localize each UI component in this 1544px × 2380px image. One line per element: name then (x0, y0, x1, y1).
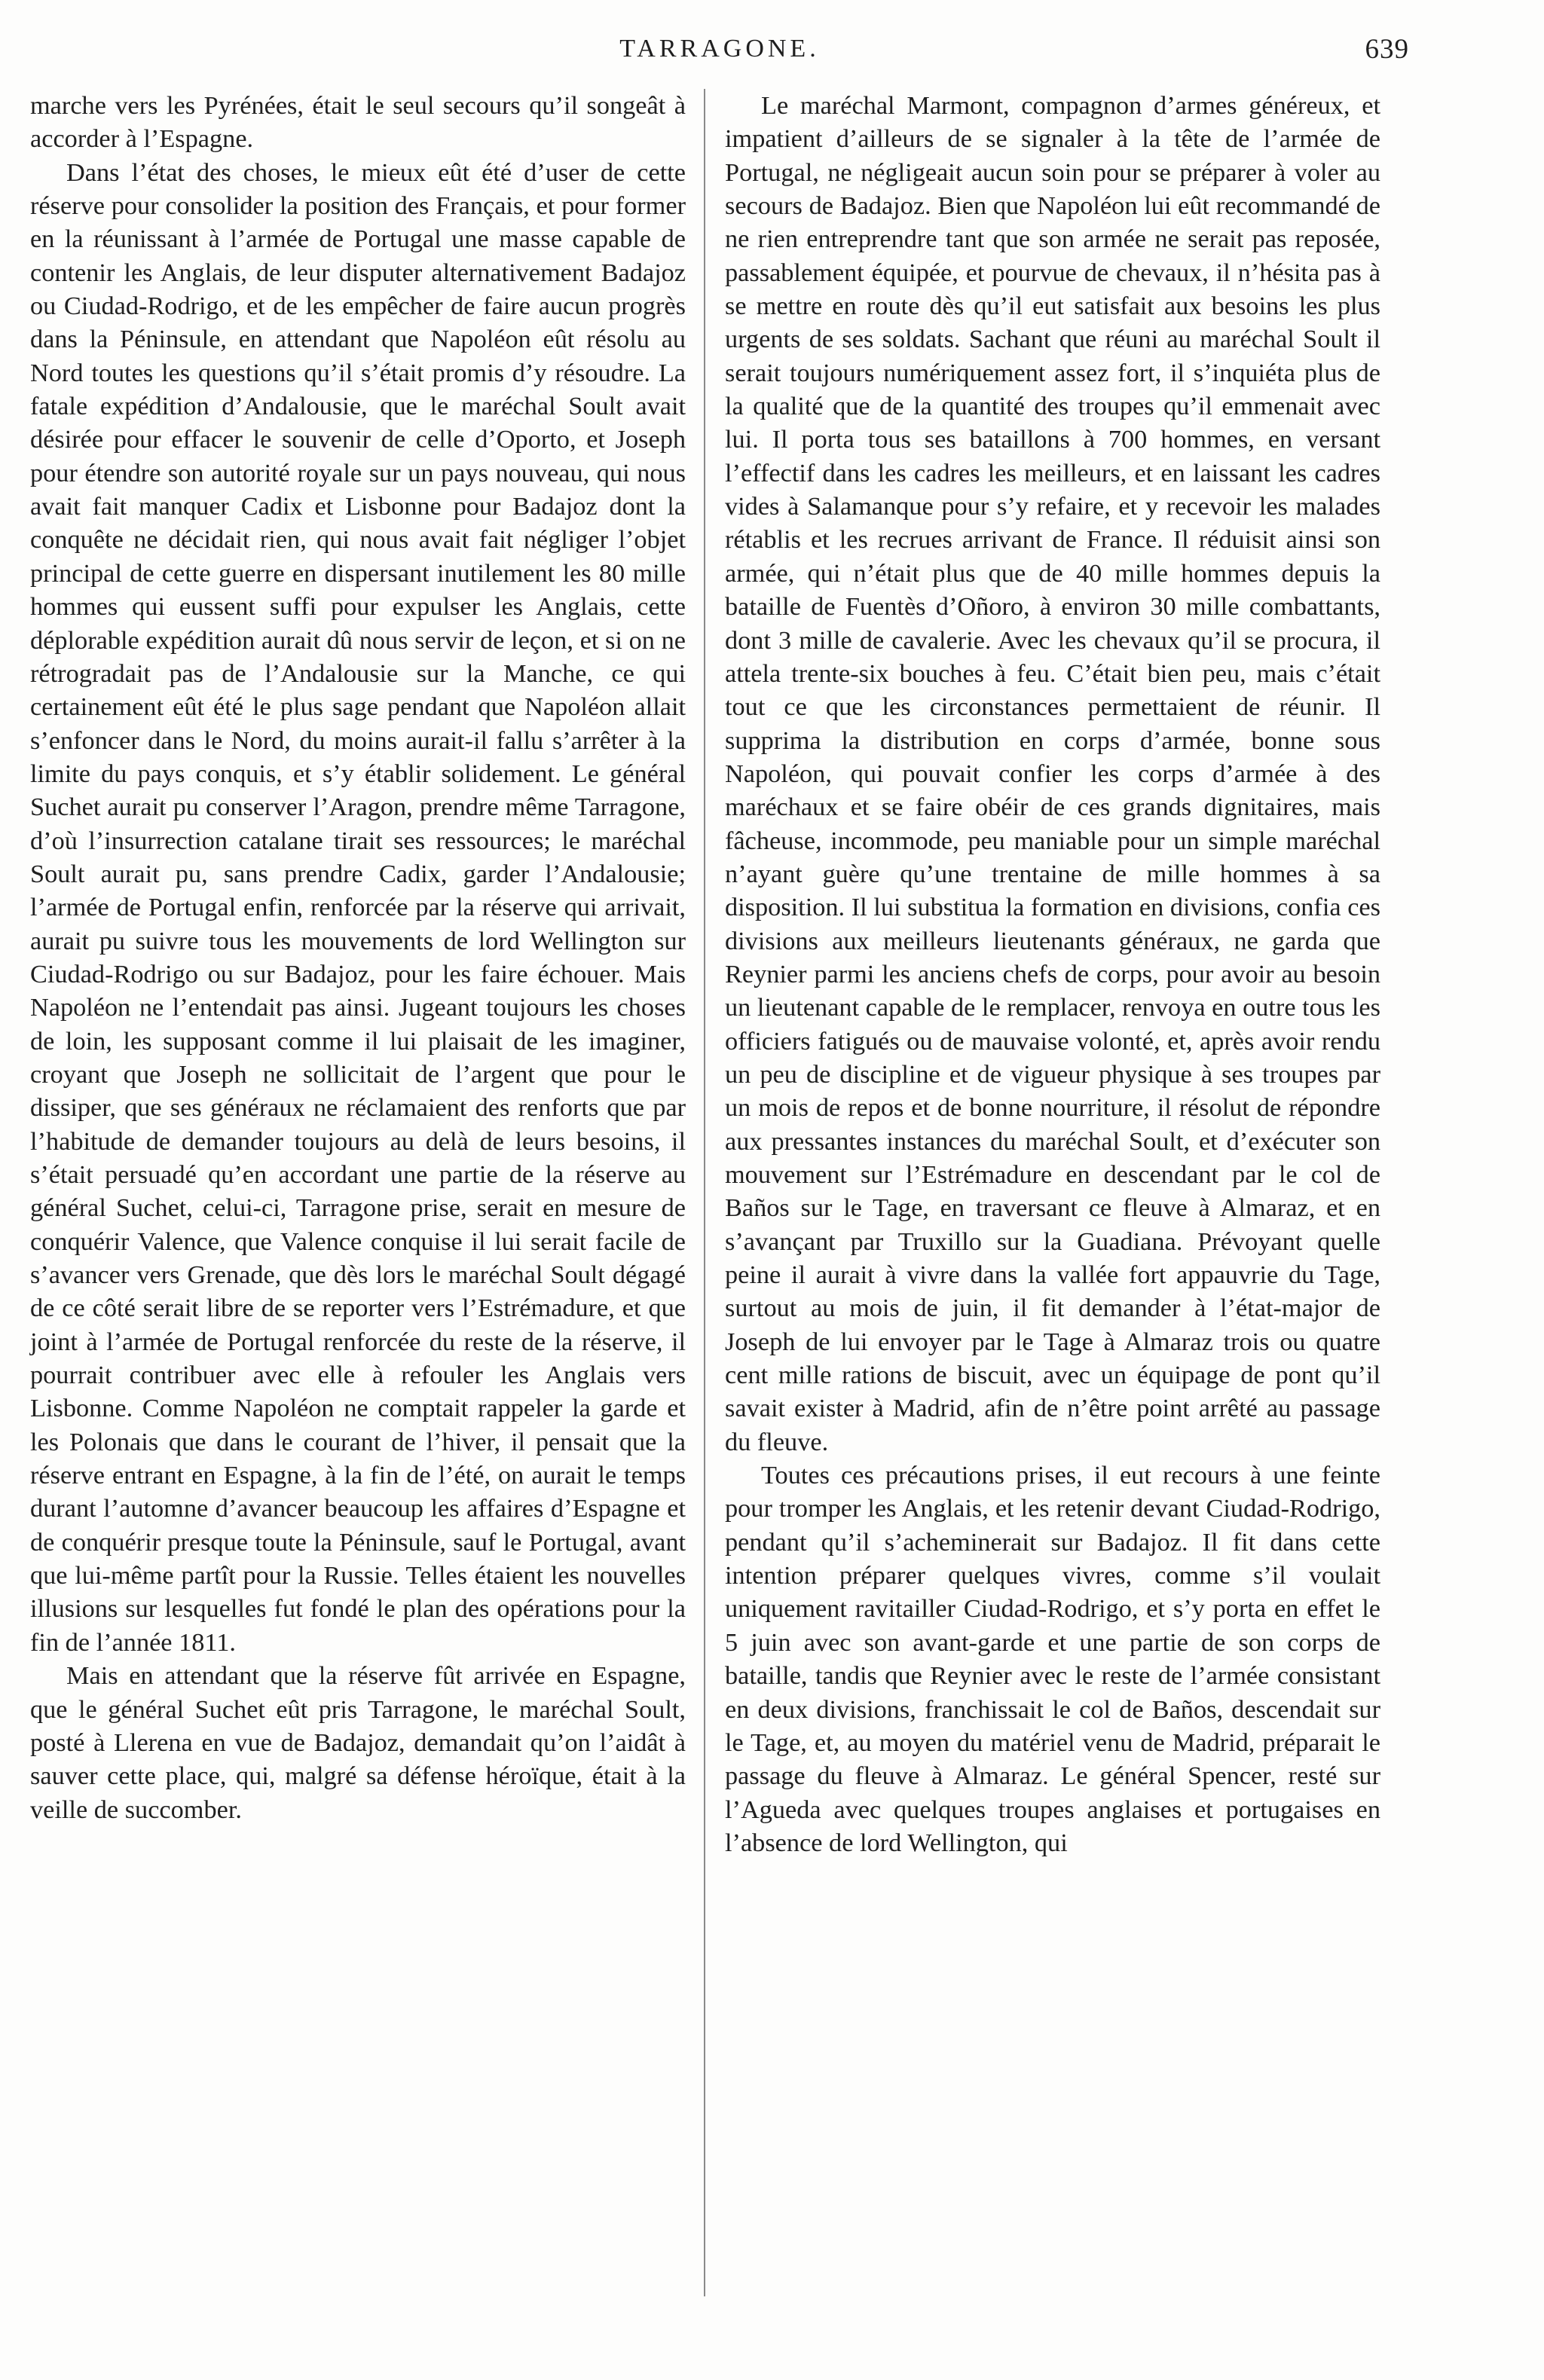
running-title: TARRAGONE. (619, 35, 820, 63)
left-column (30, 89, 686, 1826)
right-column (725, 89, 1380, 1859)
paragraph: Dans l’état des choses, le mieux eût été d’user de cette réserve pour consolider la position des Français, et pour former en la réunissant à l’armée de Portugal une masse capable de contenir les Anglais, de leur disputer alternativement Badajoz ou Ciudad-Rodrigo, et de les empêcher de faire aucun progrès dans la Péninsule, en attendant que Napoléon eût résolu au Nord toutes les questions qu’il s’était promis d’y résoudre. La fatale expédition d’Andalousie, que le maréchal Soult avait désirée pour effacer le souvenir de celle d’Oporto, et Joseph pour étendre son autorité royale sur un pays nouveau, qui nous avait fait manquer Cadix et Lisbonne pour Badajoz dont la conquête ne décidait rien, qui nous avait fait négliger l’objet principal de cette guerre en dispersant inutilement les 80 mille hommes qui eussent suffi pour expulser les Anglais, cette déplorable expédition aurait dû nous servir de leçon, et si on ne rétrogradait pas de l’Andalousie sur la Manche, ce qui certainement eût été le plus sage pendant que Napoléon allait s’enfoncer dans le Nord, du moins aurait-il fallu s’arrêter à la limite du pays conquis, et s’y établir solidement. Le général Suchet aurait pu conserver l’Aragon, prendre même Tarragone, d’où l’insurrection catalane tirait ses ressources; le maréchal Soult aurait pu, sans prendre Cadix, garder l’Andalousie; l’armée de Portugal enfin, renforcée par la réserve qui arrivait, aurait pu suivre tous les mouvements de lord Wellington sur Ciudad-Rodrigo ou sur Badajoz, pour les faire échouer. Mais Napoléon ne l’entendait pas ainsi. Jugeant toujours les choses de loin, les supposant comme il lui plaisait de les imaginer, croyant que Joseph ne sollicitait de l’argent que pour le dissiper, que ses généraux ne réclamaient des renforts que par l’habitude de demander toujours au delà de leurs besoins, il s’était persuadé qu’en accordant une partie de la réserve au général Suchet, celui-ci, Tarragone prise, serait en mesure de conquérir Valence, que Valence conquise il lui serait facile de s’avancer vers Grenade, que dès lors le maréchal Soult dégagé de ce côté serait libre de se reporter vers l’Estrémadure, et que joint à l’armée de Portugal renforcée du reste de la réserve, il pourrait contribuer avec elle à refouler les Anglais vers Lisbonne. Comme Napoléon ne comptait rappeler la garde et les Polonais que dans le courant de l’hiver, il pensait que la réserve entrant en Espagne, à la fin de l’été, on aurait le temps durant l’automne d’avancer beaucoup les affaires d’Espagne et de conquérir presque toute la Péninsule, sauf le Portugal, avant que lui-même partît pour la Russie. Telles étaient les nouvelles illusions sur lesquelles fut fondé le plan des opérations pour la fin de l’année 1811. (30, 157, 686, 1657)
paragraph: Le maréchal Marmont, compagnon d’armes généreux, et impatient d’ailleurs de se signaler à la tête de l’armée de Portugal, ne négligeait aucun soin pour se préparer à voler au secours de Badajoz. Bien que Napoléon lui eût recommandé de ne rien entreprendre tant que son armée ne serait pas reposée, passablement équipée, et pourvue de chevaux, il n’hésita pas à se mettre en route dès qu’il eut satisfait aux besoins les plus urgents de ses soldats. Sachant que réuni au maréchal Soult il serait toujours numériquement assez fort, il s’inquiéta plus de la qualité que de la quantité des troupes qu’il emmenait avec lui. Il porta tous ses bataillons à 700 hommes, en versant l’effectif dans les cadres les meilleurs, et en laissant les cadres vides à Salamanque pour s’y refaire, et y recevoir les malades rétablis et les recrues arrivant de France. Il réduisit ainsi son armée, qui n’était plus que de 40 mille hommes depuis la bataille de Fuentès d’Oñoro, à environ 30 mille combattants, dont 3 mille de cavalerie. Avec les chevaux qu’il se procura, il attela trente-six bouches à feu. C’était bien peu, mais c’était tout ce que les circonstances permettaient de réunir. Il supprima la distribution en corps d’armée, bonne sous Napoléon, qui pouvait confier les corps d’armée à des maréchaux et se faire obéir de ces grands dignitaires, mais fâcheuse, incommode, peu maniable pour un simple maréchal n’ayant guère qu’une trentaine de mille hommes à sa disposition. Il lui substitua la formation en divisions, confia ces divisions aux meilleurs lieutenants généraux, ne garda que Reynier parmi les anciens chefs de corps, pour avoir au besoin un lieutenant capable de le remplacer, renvoya en outre tous les officiers fatigués ou de mauvaise volonté, et, après avoir rendu un peu de discipline et de vigueur physique à ses troupes par un mois de repos et de bonne nourriture, il résolut de répondre aux pressantes instances du maréchal Soult, et d’exécuter son mouvement sur l’Estrémadure en descendant par le col de Baños sur le Tage, en traversant ce fleuve à Almaraz, et en s’avançant par Truxillo sur la Guadiana. Prévoyant quelle peine il aurait à vivre dans la vallée fort appauvrie du Tage, surtout au mois de juin, il fit demander à l’état-major de Joseph de lui envoyer par le Tage à Almaraz trois ou quatre cent mille rations de biscuit, avec un équipage de pont qu’il savait exister à Madrid, afin de n’être point arrêté au passage du fleuve. (725, 91, 1380, 1456)
paragraph: marche vers les Pyrénées, était le seul secours qu’il songeât à accorder à l’Espagne. (30, 91, 686, 154)
column-divider (704, 89, 705, 2296)
paragraph: Mais en attendant que la réserve fût arrivée en Espagne, que le général Suchet eût pris Tarragone, le maréchal Soult, posté à Llerena en vue de Badajoz, demandait qu’on l’aidât à sauver cette place, qui, malgré sa défense héroïque, était à la veille de succomber. (30, 1661, 686, 1824)
running-head (30, 30, 1409, 68)
paragraph: Toutes ces précautions prises, il eut recours à une feinte pour tromper les Anglais, et les retenir devant Ciudad-Rodrigo, pendant qu’il s’acheminerait sur Badajoz. Il fit dans cette intention préparer quelques vivres, comme s’il voulait uniquement ravitailler Ciudad-Rodrigo, et s’y porta en effet le 5 juin avec son avant-garde et une partie de son corps de bataille, tandis que Reynier avec le reste de l’armée consistant en deux divisions, franchissait le col de Baños, descendait sur le Tage, et, au moyen du matériel venu de Madrid, préparait le passage du fleuve à Almaraz. Le général Spencer, resté sur l’Agueda avec quelques troupes anglaises et portugaises en l’absence de lord Wellington, qui (725, 1461, 1380, 1857)
page-number: 639 (1365, 34, 1409, 65)
